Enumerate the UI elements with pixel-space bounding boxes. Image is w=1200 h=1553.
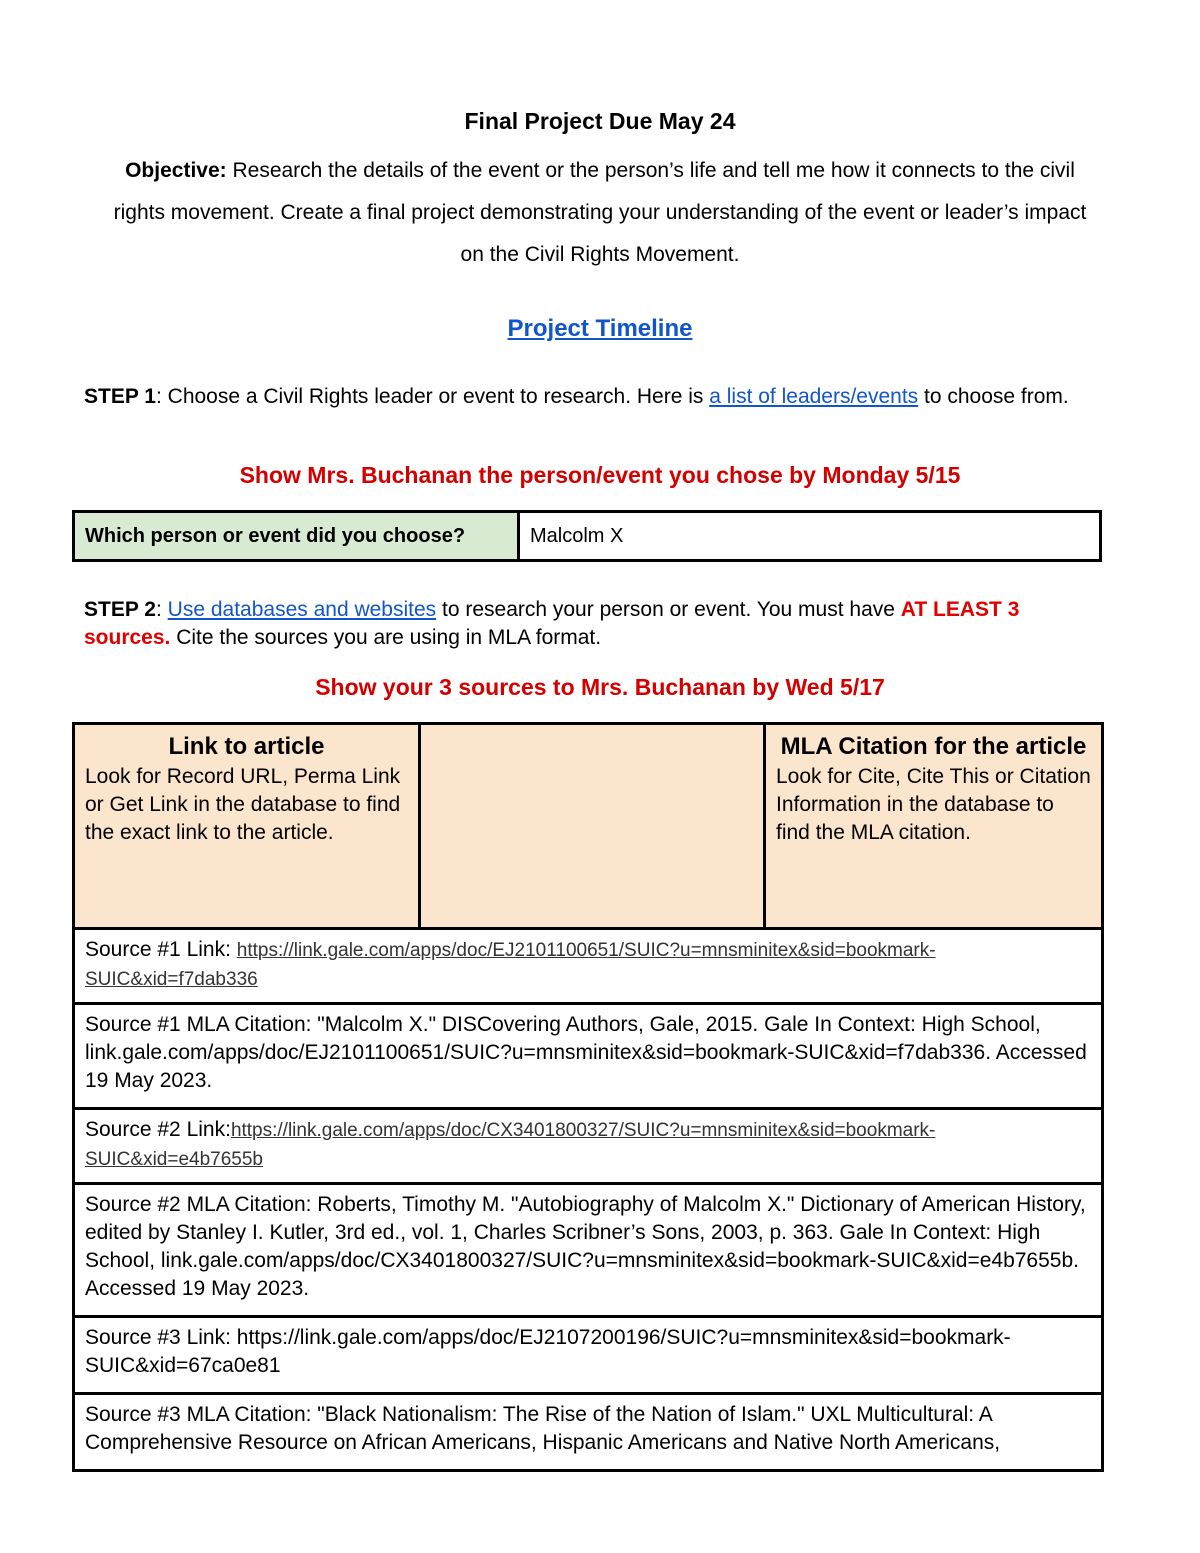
citation-column-header <box>765 724 1103 929</box>
source2-link-cell <box>74 1109 1103 1184</box>
sources-table <box>72 722 1104 1472</box>
source1-citation-text: "Malcolm X." DISCovering Authors, Gale, 2015. Gale In Context: High School, link.gale.com/apps/doc/EJ2101100651/SUIC?u=mnsminitex&sid=bookmark-SUIC&xid=f7dab336. Accessed 19 May 2023. <box>85 1013 1087 1092</box>
step2-deadline: Show your 3 sources to Mrs. Buchanan by Wed 5/17 <box>315 674 885 700</box>
source1-link-label: Source #1 Link: <box>85 938 237 961</box>
blank-column-header <box>420 724 765 929</box>
step2-emphasis: AT LEAST 3 sources. <box>84 598 1020 649</box>
project-timeline-heading[interactable]: Project Timeline <box>507 315 693 342</box>
table-row <box>74 1184 1103 1317</box>
objective-label: Objective: <box>125 159 227 182</box>
link-column-heading: Link to article <box>168 733 325 760</box>
source3-citation-text: "Black Nationalism: The Rise of the Nation of Islam." UXL Multicultural: A Comprehensive Resource on African Americans, Hispanic Americans and Native North Americans, <box>85 1403 1001 1454</box>
step2-paragraph <box>84 596 1104 652</box>
source2-citation-text: Roberts, Timothy M. "Autobiography of Malcolm X." Dictionary of American History, edited by Stanley I. Kutler, 3rd ed., vol. 1, Charles Scribner’s Sons, 2003, p. 363. Gale In Context: High School, link.gale.com/apps/doc/CX3401800327/SUIC?u=mnsminitex&sid=bookmark-SUIC&xid=e4b7655b. Accessed 19 May 2023. <box>85 1193 1086 1300</box>
step1-paragraph <box>84 383 1104 411</box>
sources-header-row <box>74 724 1103 929</box>
source2-link[interactable]: https://link.gale.com/apps/doc/CX3401800327/SUIC?u=mnsminitex&sid=bookmark-SUIC&xid=e4b7655b <box>85 1120 936 1170</box>
citation-column-heading: MLA Citation for the article <box>780 733 1087 760</box>
source1-citation-cell <box>74 1004 1103 1109</box>
step1-label: STEP 1 <box>84 385 156 408</box>
leaders-events-link[interactable]: a list of leaders/events <box>709 385 919 408</box>
page-title: Final Project Due May 24 <box>464 108 736 134</box>
step2-label: STEP 2 <box>84 598 156 621</box>
choice-row <box>74 512 1101 561</box>
table-row <box>74 1004 1103 1109</box>
source3-link-text[interactable]: https://link.gale.com/apps/doc/EJ2107200196/SUIC?u=mnsminitex&sid=bookmark-SUIC&xid=67ca0e81 <box>85 1326 1011 1377</box>
step1-text-after: to choose from. <box>918 385 1069 408</box>
source2-link-label: Source #2 Link: <box>85 1118 231 1141</box>
link-column-header <box>74 724 420 929</box>
source1-link-cell <box>74 929 1103 1004</box>
step2-text-after: Cite the sources you are using in MLA format. <box>170 626 602 649</box>
source3-link-cell <box>74 1317 1103 1394</box>
choice-question: Which person or event did you choose? <box>74 512 519 561</box>
source1-link[interactable]: https://link.gale.com/apps/doc/EJ2101100651/SUIC?u=mnsminitex&sid=bookmark-SUIC&xid=f7dab336 <box>85 940 936 990</box>
table-row <box>74 1317 1103 1394</box>
databases-websites-link[interactable]: Use databases and websites <box>167 598 437 621</box>
objective-paragraph <box>100 150 1100 276</box>
table-row <box>74 1394 1103 1471</box>
source2-citation-cell <box>74 1184 1103 1317</box>
step2-text-middle: to research your person or event. You must have <box>436 598 901 621</box>
step1-text-before: : Choose a Civil Rights leader or event to research. Here is <box>155 385 710 408</box>
choice-answer[interactable]: Malcolm X <box>519 512 1101 561</box>
source2-citation-label: Source #2 MLA Citation: <box>85 1193 318 1216</box>
source3-citation-label: Source #3 MLA Citation: <box>85 1403 318 1426</box>
step1-deadline: Show Mrs. Buchanan the person/event you chose by Monday 5/15 <box>239 462 961 488</box>
choice-table <box>72 510 1102 562</box>
source3-citation-cell <box>74 1394 1103 1471</box>
link-column-desc: Look for Record URL, Perma Link or Get Link in the database to find the exact link to the article. <box>85 765 401 844</box>
source1-citation-label: Source #1 MLA Citation: <box>85 1013 318 1036</box>
citation-column-desc: Look for Cite, Cite This or Citation Information in the database to find the MLA citation. <box>776 765 1091 844</box>
objective-text: Research the details of the event or the person’s life and tell me how it connects to the civil rights movement. Create a final project demonstrating your understanding of the event or leader’s impact on the Civil Rights Movement. <box>113 159 1087 266</box>
table-row <box>74 1109 1103 1184</box>
step2-text-colon: : <box>155 598 168 621</box>
source3-link-label: Source #3 Link: <box>85 1326 237 1349</box>
table-row <box>74 929 1103 1004</box>
